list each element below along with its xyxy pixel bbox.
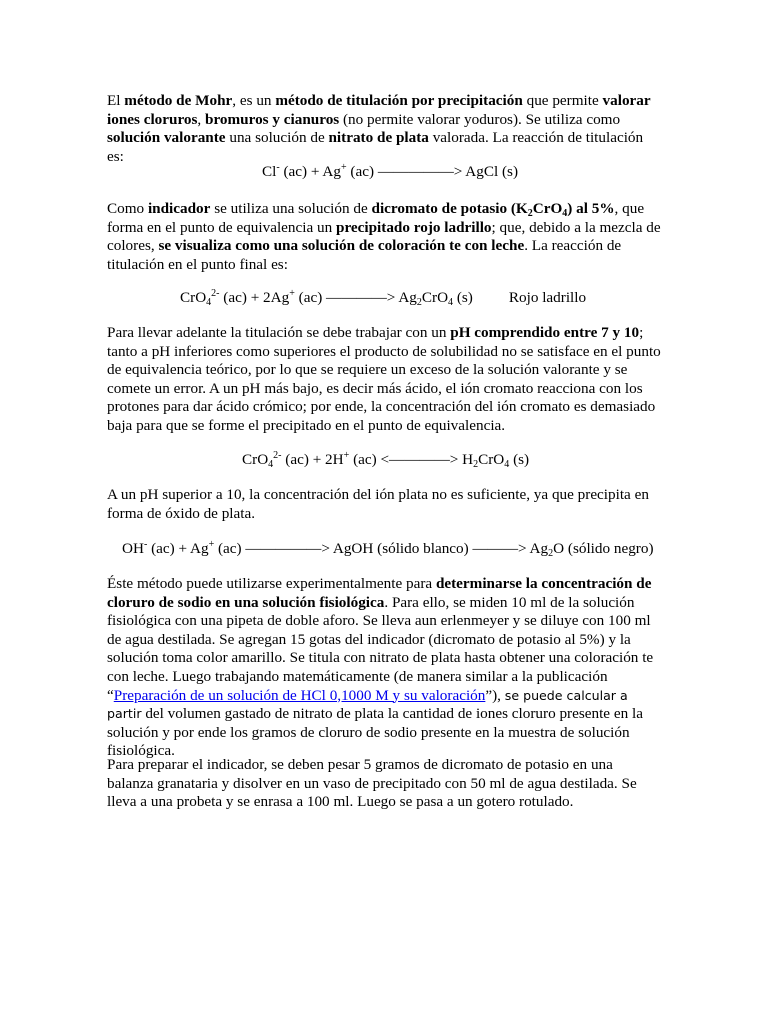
paragraph-experimental: Éste método puede utilizarse experimentalmente para determinarse la concentración de cloruro de sodio en una solución fisiológica. Para ello, se miden 10 ml de la solución fisiológica con una pipeta de doble aforo. Se lleva aun erlenmeyer y se diluye con 100 ml de agua destilada. Se agregan 15 gotas del indicador (dicromato de potasio al 5%) y la solución toma color amarillo. Se titula con nitrato de plata hasta obtener una coloración te con leche. Luego trabajando matemáticamente (de manera similar a la publicación “Preparación de un solución de HCl 0,1000 M y su valoración”), se puede calcular a partir del volumen gastado de nitrato de plata la cantidad de iones cloruro presente en la solución y por ende los gramos de cloruro de sodio presente en la muestra de solución fisiológica.: [107, 575, 654, 760]
equation-endpoint: CrO$_4^{2-}$ (ac) + 2Ag+ (ac) ————> $Ag_2CrO_4$ (s) Rojo ladrillo: [180, 288, 587, 308]
equation-titration: Cl- (ac) + Ag+ (ac) —————> AgCl (s): [262, 162, 519, 180]
equation-chromic-acid: CrO$_4^{2-}$ (ac) + 2H+ (ac) <————> $H_2CrO_4$ (s): [242, 450, 530, 470]
equation-color-note: Rojo ladrillo: [508, 289, 587, 306]
paragraph-indicator: Como indicador se utiliza una solución de dicromato de potasio $(K_2CrO_4)$ al 5%, que forma en el punto de equivalencia un precipitado rojo ladrillo; que, debido a la mezcla de colores, se visualiza como una solución de coloración te con leche. La reacción de titulación en el punto final es:: [107, 200, 661, 273]
paragraph-ph-range: Para llevar adelante la titulación se debe trabajar con un pH comprendido entre 7 y 10; tanto a pH inferiores como superiores el producto de solubilidad no se satisface en el punto de equivalencia teórico, por lo que se requiere un exceso de la solución valorante y se comete un error. A un pH más bajo, es decir más ácido, el ión cromato reacciona con los protones para dar ácido crómico; por ende, la concentración del ión cromato es demasiado baja para que se forme el precipitado en el punto de equivalencia.: [107, 324, 661, 434]
publication-link[interactable]: Preparación de un solución de HCl 0,1000 M y su valoración: [113, 686, 486, 704]
equation-silver-oxide: OH- (ac) + Ag+ (ac) —————> AgOH (sólido blanco) ———> $Ag_2O$ (sólido negro): [122, 539, 654, 559]
paragraph-indicator-prep: Para preparar el indicador, se deben pesar 5 gramos de dicromato de potasio en una balanza granataria y disolver en un vaso de precipitado con 50 ml de agua destilada. Se lleva a una probeta y se enrasa a 100 ml. Luego se pasa a un gotero rotulado.: [107, 756, 637, 811]
paragraph-high-ph: A un pH superior a 10, la concentración del ión plata no es suficiente, ya que precipita en forma de óxido de plata.: [107, 486, 649, 522]
paragraph-mohr-method: El método de Mohr, es un método de titulación por precipitación que permite valorar iones cloruros, bromuros y cianuros (no permite valorar yoduros). Se utiliza como solución valorante una solución de nitrato de plata valorada. La reacción de titulación es:: [107, 92, 651, 165]
